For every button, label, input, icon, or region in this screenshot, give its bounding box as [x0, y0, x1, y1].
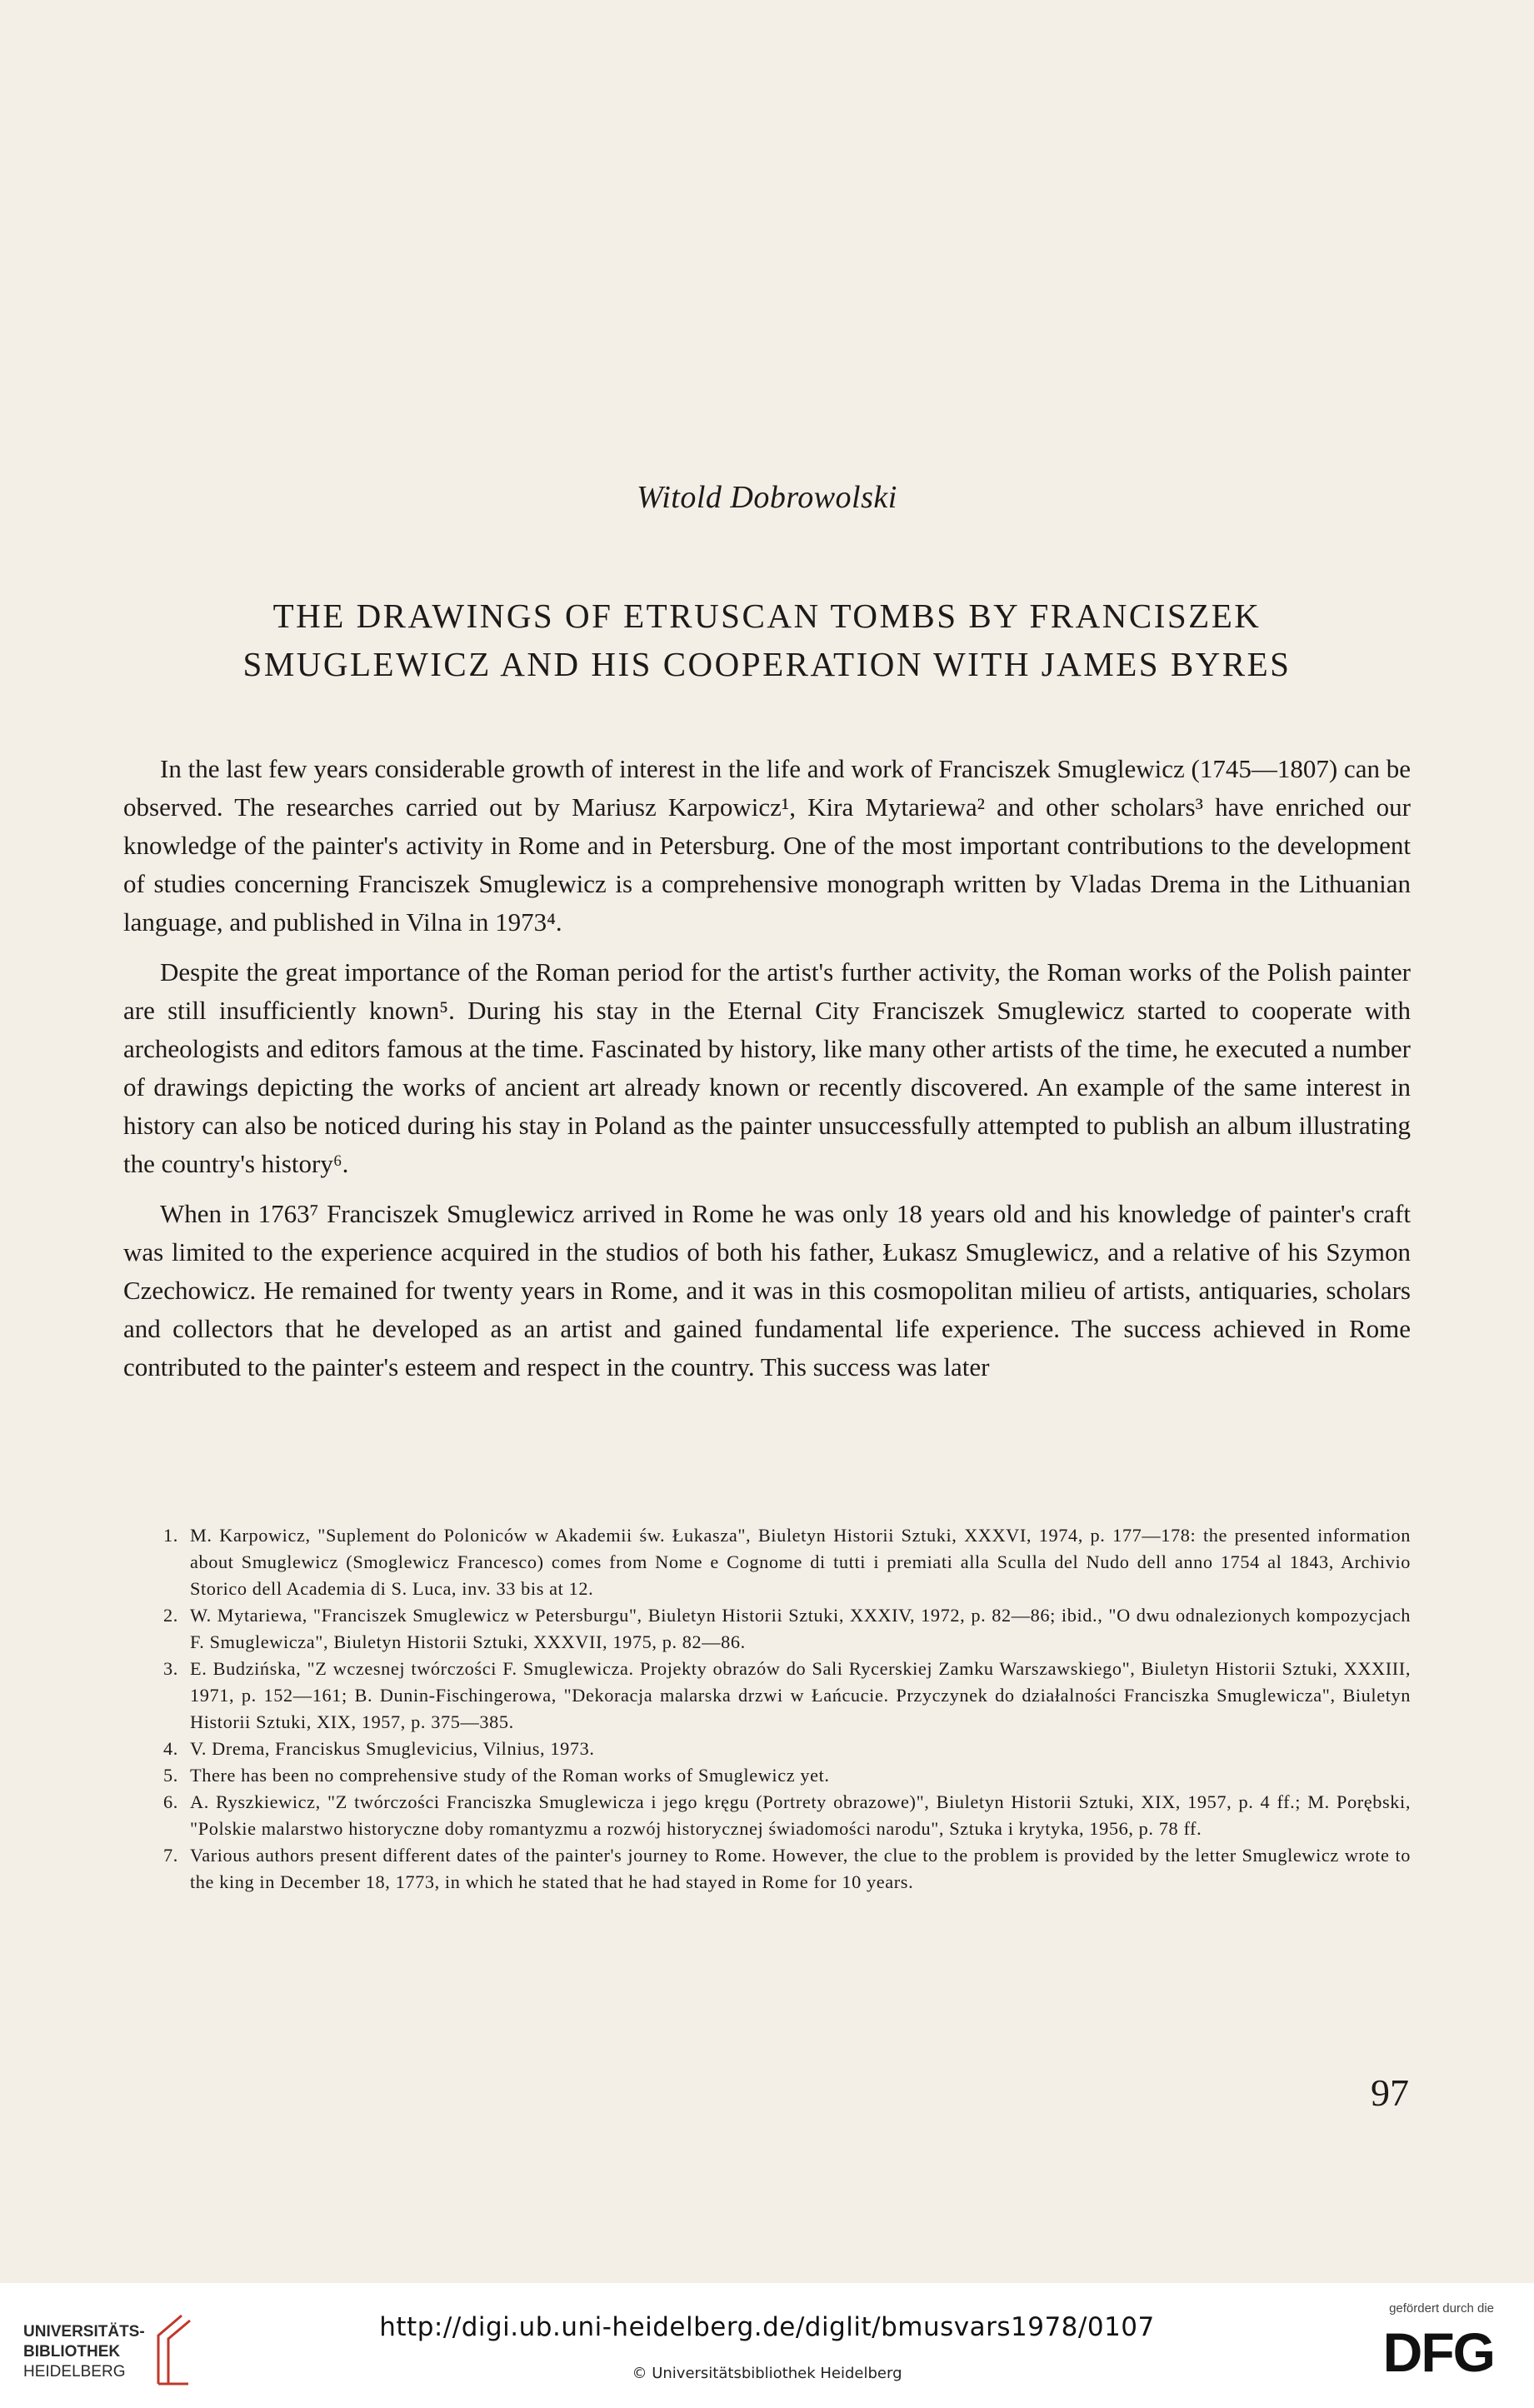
footnote-text: Various authors present different dates of the painter's journey to Rome. However, the clue to the problem is provided by the letter Smuglewicz wrote to the king in December 18, 1773, in which he stated that he had stayed in Rome for 10 years.: [190, 1845, 1411, 1892]
article-title: [150, 592, 1384, 688]
article-body: [123, 750, 1411, 1398]
title-line: SMUGLEWICZ AND HIS COOPERATION WITH JAMES BYRES: [242, 645, 1292, 683]
dfg-logo: DFG: [1382, 2321, 1494, 2383]
digitization-footer: [0, 2283, 1534, 2408]
footnote-number: 3.: [163, 1658, 178, 1679]
page-number: 97: [1371, 2071, 1409, 2114]
title-line: THE DRAWINGS OF ETRUSCAN TOMBS BY FRANCISZEK: [272, 597, 1262, 635]
footnote-text: A. Ryszkiewicz, "Z twórczości Franciszka Smuglewicza i jego kręgu (Portrety obrazowe)", Biuletyn Historii Sztuki, XIX, 1957, p. 4 ff.; M. Porębski, "Polskie malarstwo historyczne doby romantyzmu a rozwój historycznej świadomości narodu", Sztuka i krytyka, 1956, p. 78 ff.: [190, 1791, 1411, 1839]
footnote-number: 2.: [163, 1605, 178, 1626]
footnote-number: 1.: [163, 1525, 178, 1546]
body-paragraph: In the last few years considerable growth of interest in the life and work of Franciszek Smuglewicz (1745—1807) can be observed. The researches carried out by Mariusz Karpowicz¹, Kira Mytariewa² and other scholars³ have enriched our knowledge of the painter's activity in Rome and in Petersburg. One of the most important contributions to the development of studies concerning Franciszek Smuglewicz is a comprehensive monograph written by Vladas Drema in the Lithuanian language, and published in Vilna in 1973⁴.: [123, 754, 1411, 937]
library-name-line: BIBLIOTHEK: [23, 2343, 121, 2361]
library-name-line: UNIVERSITÄTS-: [23, 2323, 145, 2341]
footnote: [163, 1602, 1411, 1656]
source-url-link[interactable]: http://digi.ub.uni-heidelberg.de/diglit/bmusvars1978/0107: [379, 2312, 1155, 2342]
footnote-text: M. Karpowicz, "Suplement do Poloniców w Akademii św. Łukasza", Biuletyn Historii Sztuki, XXXVI, 1974, p. 177—178: the presented information about Smuglewicz (Smoglewicz Francesco) comes from Nome e Cognome di tutti i premiati alla Sculla del Nudo dell anno 1754 al 1843, Archivio Storico dell Academia di S. Luca, inv. 33 bis at 12.: [190, 1525, 1411, 1599]
funding-note: gefördert durch die: [1389, 2301, 1494, 2316]
copyright-notice: © Universitätsbibliothek Heidelberg: [632, 2365, 902, 2382]
footnote-text: There has been no comprehensive study of the Roman works of Smuglewicz yet.: [190, 1765, 830, 1786]
footnote: [163, 1736, 1411, 1762]
footnote-text: V. Drema, Franciskus Smuglevicius, Vilnius, 1973.: [190, 1738, 595, 1759]
body-paragraph: When in 1763⁷ Franciszek Smuglewicz arrived in Rome he was only 18 years old and his knowledge of painter's craft was limited to the experience acquired in the studios of both his father, Łukasz Smuglewicz, and a relative of his Szymon Czechowicz. He remained for twenty years in Rome, and it was in this cosmopolitan milieu of artists, antiquaries, scholars and collectors that he developed as an artist and gained fundamental life experience. The success achieved in Rome contributed to the painter's esteem and respect in the country. This success was later: [123, 1199, 1411, 1381]
author-name: Witold Dobrowolski: [637, 480, 897, 515]
body-paragraph: Despite the great importance of the Roman period for the artist's further activity, the Roman works of the Polish painter are still insufficiently known⁵. During his stay in the Eternal City Franciszek Smuglewicz started to cooperate with archeologists and editors famous at the time. Fascinated by history, like many other artists of the time, he executed a number of drawings depicting the works of ancient art already known or recently discovered. An example of the same interest in history can also be noticed during his stay in Poland as the painter unsuccessfully attempted to publish an album illustrating the country's history⁶.: [123, 957, 1411, 1178]
footnote-number: 7.: [163, 1845, 178, 1866]
footnote-text: E. Budzińska, "Z wczesnej twórczości F. Smuglewicza. Projekty obrazów do Sali Rycerskiej Zamku Warszawskiego", Biuletyn Historii Sztuki, XXXIII, 1971, p. 152—161; B. Dunin-Fischingerowa, "Dekoracja malarska drzwi w Łańcucie. Przyczynek do działalności Franciszka Smuglewicza", Biuletyn Historii Sztuki, XIX, 1957, p. 375—385.: [190, 1658, 1411, 1732]
footnote-number: 5.: [163, 1765, 178, 1786]
footnote: [163, 1762, 1411, 1789]
footnote: [163, 1789, 1411, 1842]
footnotes: [163, 1522, 1411, 1896]
footnote: [163, 1522, 1411, 1602]
footnote: [163, 1842, 1411, 1896]
library-name-line: HEIDELBERG: [23, 2363, 126, 2381]
footnote: [163, 1656, 1411, 1736]
footnote-number: 6.: [163, 1791, 178, 1812]
footnote-number: 4.: [163, 1738, 178, 1759]
footnote-text: W. Mytariewa, "Franciszek Smuglewicz w Petersburgu", Biuletyn Historii Sztuki, XXXIV, 1972, p. 82—86; ibid., "O dwu odnalezionych kompozycjach F. Smuglewicza", Biuletyn Historii Sztuki, XXXVII, 1975, p. 82—86.: [190, 1605, 1411, 1652]
